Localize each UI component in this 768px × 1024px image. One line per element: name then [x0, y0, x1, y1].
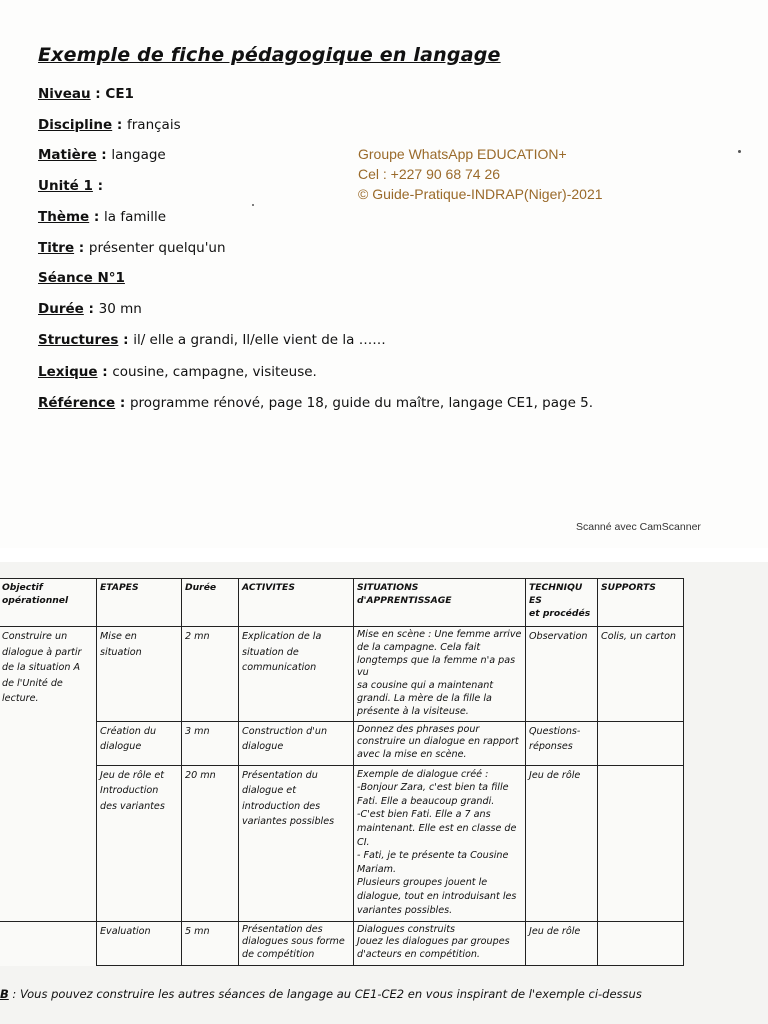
meta-row — [38, 117, 181, 133]
cell-line: Durée — [185, 582, 217, 593]
cell-line: Explication de la — [242, 631, 322, 642]
meta-separator: : — [115, 395, 130, 411]
header-supports — [598, 579, 684, 627]
cell-line: -C'est bien Fati. Elle a 7 ans — [357, 809, 491, 821]
cell-line: CI. — [357, 836, 370, 848]
cell-line: ETAPES — [100, 582, 139, 593]
watermark-line-3: © Guide-Pratique-INDRAP(Niger)-2021 — [358, 186, 603, 202]
cell-line: dialogue — [242, 741, 284, 753]
header-duree — [182, 579, 239, 627]
cell-line: situation de — [242, 646, 299, 658]
cell-line: avec la mise en scène. — [357, 748, 467, 760]
note-text: : Vous pouvez construire les autres séances de langage au CE1-CE2 en vous inspirant de l'exemple ci-dessus — [8, 987, 642, 1001]
meta-row — [38, 240, 226, 256]
activite-cell — [239, 765, 354, 921]
meta-key: Durée — [38, 301, 84, 317]
meta-row — [38, 395, 593, 411]
cell-line: Donnez des phrases pour — [357, 723, 480, 735]
cell-line: Mise en — [100, 631, 137, 642]
meta-key: Niveau — [38, 86, 91, 102]
support-cell — [598, 765, 684, 921]
cell-line: opérationnel — [2, 595, 69, 606]
activite-cell — [239, 721, 354, 765]
cell-line: dialogue à partir — [2, 646, 82, 658]
technique-cell — [526, 627, 598, 722]
cell-line: sa cousine qui a maintenant — [357, 680, 494, 692]
header-objectif — [0, 579, 97, 627]
cell-line: ES — [529, 595, 542, 606]
cell-line: Mise en scène : Une femme arrive — [357, 629, 522, 640]
duree-cell: 2 mn — [182, 627, 239, 722]
meta-row — [38, 332, 386, 348]
duree-cell: 5 mn — [182, 921, 239, 965]
document-title: Exemple de fiche pédagogique en langage — [38, 44, 501, 66]
header-etapes — [97, 579, 182, 627]
meta-key: Séance N°1 — [38, 270, 125, 286]
table-row — [0, 627, 684, 722]
meta-key: Unité 1 — [38, 178, 93, 194]
empty-objectif-cell — [0, 921, 97, 965]
meta-row — [38, 301, 142, 317]
cell-line: - Fati, je te présente ta Cousine — [357, 850, 509, 862]
cell-line: Observation — [529, 631, 588, 642]
cell-line: et procédés — [529, 608, 591, 619]
scan-speck — [252, 204, 254, 206]
camscanner-label: Scanné avec CamScanner — [576, 521, 701, 533]
cell-line: variantes possibles — [242, 816, 335, 828]
whatsapp-watermark — [358, 144, 603, 204]
cell-line: dialogue, tout en introduisant les — [357, 890, 517, 902]
situation-cell — [354, 921, 526, 965]
cell-line: Jeu de rôle — [529, 769, 581, 781]
meta-row — [38, 86, 134, 102]
header-techniques — [526, 579, 598, 627]
cell-line: de la campagne. Cela fait — [357, 641, 481, 653]
cell-line: SUPPORTS — [601, 582, 656, 593]
meta-value: langage — [111, 147, 166, 163]
cell-line: Exemple de dialogue créé : — [357, 768, 489, 780]
duree-cell: 20 mn — [182, 765, 239, 921]
meta-key: Thème — [38, 209, 90, 225]
support-cell — [598, 921, 684, 965]
meta-row — [38, 178, 103, 194]
meta-value: cousine, campagne, visiteuse. — [112, 364, 317, 380]
meta-separator: : — [74, 240, 89, 256]
cell-line: Introduction — [100, 785, 159, 797]
table-row — [0, 765, 684, 921]
cell-line: dialogue et — [242, 785, 296, 797]
watermark-line-2: Cel : +227 90 68 74 26 — [358, 166, 501, 182]
meta-separator: : — [83, 301, 99, 317]
cell-line: maintenant. Elle est en classe de — [357, 822, 517, 834]
etape-cell — [97, 627, 182, 722]
cell-line: Création du — [100, 725, 157, 737]
meta-separator: : — [97, 364, 113, 380]
support-cell — [598, 627, 684, 722]
meta-separator: : — [92, 178, 104, 194]
etape-cell — [97, 721, 182, 765]
watermark-line-1: Groupe WhatsApp EDUCATION+ — [358, 146, 567, 162]
situation-cell — [354, 721, 526, 765]
cell-line: dialogues sous forme — [242, 936, 345, 948]
cell-line: Jouez les dialogues par groupes — [357, 936, 510, 948]
activite-cell — [239, 627, 354, 722]
lesson-table — [0, 578, 684, 966]
cell-line: Présentation du — [242, 769, 318, 781]
meta-separator: : — [89, 209, 105, 225]
cell-line: -Bonjour Zara, c'est bien ta fille — [357, 782, 509, 794]
meta-key: Discipline — [38, 117, 113, 133]
cell-line: dialogue — [100, 741, 142, 753]
duree-cell: 3 mn — [182, 721, 239, 765]
cell-line: Construire un — [2, 631, 68, 642]
meta-key: Matière — [38, 147, 97, 163]
cell-line: communication — [242, 662, 317, 673]
footer-note — [0, 987, 642, 1001]
header-activites — [239, 579, 354, 627]
meta-key: Structures — [38, 332, 119, 348]
situation-cell — [354, 627, 526, 722]
meta-value: présenter quelqu'un — [88, 240, 226, 256]
cell-line: d'APPRENTISSAGE — [357, 595, 452, 606]
cell-line: ACTIVITES — [242, 582, 295, 593]
meta-row — [38, 270, 125, 286]
table-row — [0, 921, 684, 965]
meta-separator: : — [112, 117, 127, 133]
meta-value: 30 mn — [98, 301, 142, 317]
meta-value: français — [127, 117, 181, 133]
cell-line: Mariam. — [357, 863, 397, 875]
support-cell — [598, 721, 684, 765]
cell-line: Questions- — [529, 725, 581, 737]
technique-cell — [526, 765, 598, 921]
cell-line: Dialogues construits — [357, 923, 456, 935]
cell-line: TECHNIQU — [529, 582, 583, 593]
cell-line: Présentation des — [242, 923, 323, 935]
cell-line: Plusieurs groupes jouent le — [357, 877, 488, 889]
activite-cell — [239, 921, 354, 965]
cell-line: des variantes — [100, 800, 165, 812]
meta-separator: : — [118, 332, 134, 348]
cell-line: Construction d'un — [242, 725, 328, 737]
cell-line: Objectif — [2, 582, 43, 593]
meta-separator: : — [96, 147, 112, 163]
cell-line: de compétition — [242, 948, 315, 960]
cell-line: lecture. — [2, 693, 39, 704]
etape-cell — [97, 921, 182, 965]
meta-key: Lexique — [38, 364, 98, 380]
cell-line: Colis, un carton — [601, 631, 677, 642]
cell-line: construire un dialogue en rapport — [357, 736, 519, 748]
meta-separator: : — [90, 86, 106, 102]
cell-line: présente à la visiteuse. — [357, 705, 469, 717]
cell-line: Fati. Elle a beaucoup grandi. — [357, 795, 495, 807]
technique-cell — [526, 921, 598, 965]
meta-value: programme rénové, page 18, guide du maître, langage CE1, page 5. — [129, 395, 594, 411]
meta-row — [38, 364, 317, 380]
cell-line: de l'Unité de — [2, 677, 63, 689]
cell-line: Jeu de rôle — [529, 925, 581, 937]
cell-line: d'acteurs en compétition. — [357, 948, 480, 960]
meta-key: Référence — [38, 395, 116, 411]
table-header-row — [0, 579, 684, 627]
header-situations — [354, 579, 526, 627]
meta-row — [38, 209, 166, 225]
meta-value: la famille — [104, 209, 167, 225]
situation-cell — [354, 765, 526, 921]
technique-cell — [526, 721, 598, 765]
objectif-cell — [0, 627, 97, 922]
scan-speck — [738, 150, 741, 153]
cell-line: Evaluation — [100, 925, 151, 937]
cell-line: de la situation A — [2, 662, 81, 673]
meta-value: CE1 — [105, 86, 134, 102]
table-row — [0, 721, 684, 765]
cell-line: variantes possibles. — [357, 904, 453, 916]
meta-key: Titre — [38, 240, 75, 256]
cell-line: SITUATIONS — [357, 582, 419, 593]
note-prefix: B — [0, 987, 9, 1001]
meta-value: il/ elle a grandi, Il/elle vient de la …… — [133, 332, 386, 348]
cell-line: réponses — [529, 741, 573, 753]
cell-line: longtemps que la femme n'a pas vu — [357, 654, 516, 679]
cell-line: introduction des — [242, 800, 321, 812]
cell-line: grandi. La mère de la fille la — [357, 692, 492, 704]
cell-line: situation — [100, 646, 142, 658]
etape-cell — [97, 765, 182, 921]
meta-row — [38, 147, 166, 163]
cell-line: Jeu de rôle et — [100, 769, 164, 781]
